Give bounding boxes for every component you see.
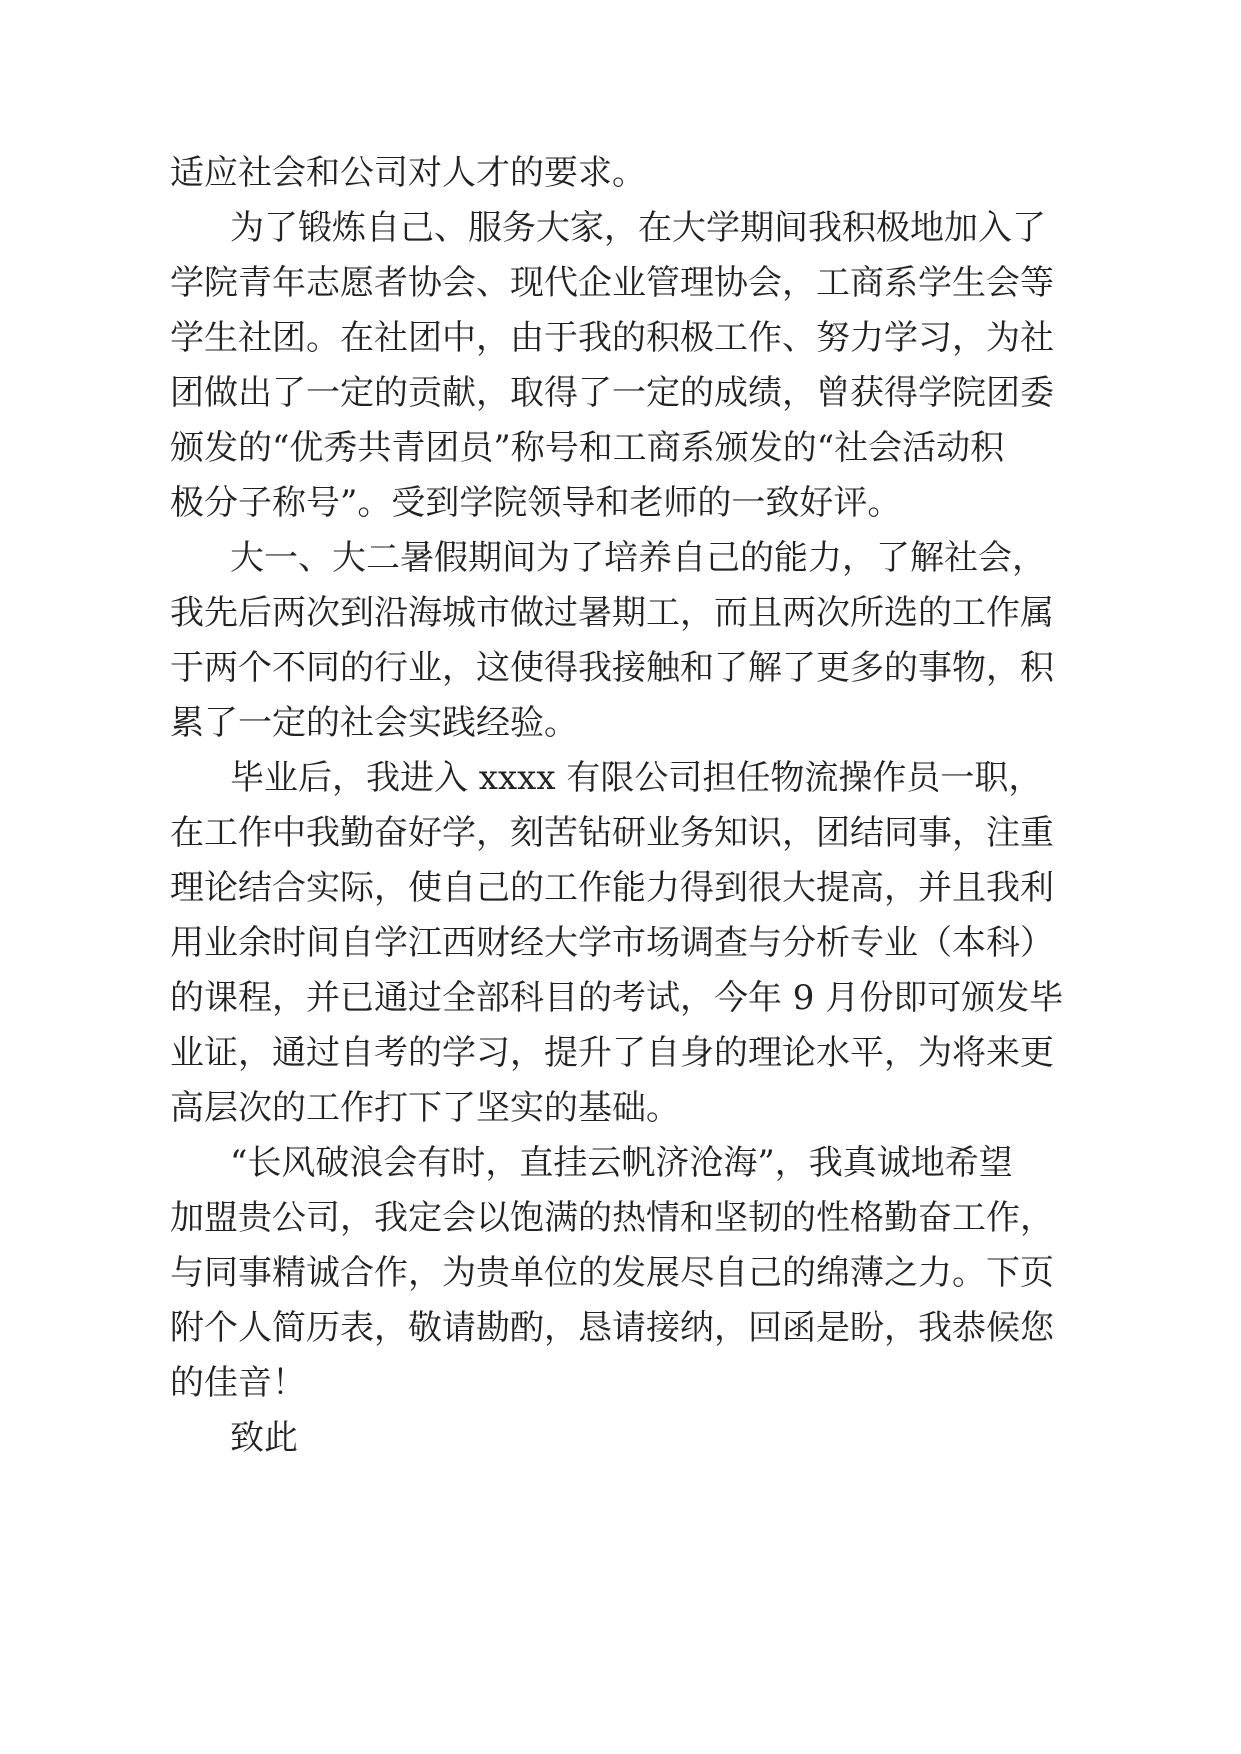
text-line-22: 附个人简历表，敬请勘酌，恳请接纳，回函是盼，我恭候您 [170, 1308, 1054, 1348]
text-line-7: 极分子称号”。受到学院领导和老师的一致好评。 [170, 483, 902, 523]
text-line-6: 颁发的“优秀共青团员”称号和工商系颁发的“社会活动积 [170, 428, 1005, 468]
text-line-9: 我先后两次到沿海城市做过暑期工，而且两次所选的工作属 [170, 593, 1054, 633]
text-line-4: 学生社团。在社团中，由于我的积极工作、努力学习，为社 [170, 318, 1054, 358]
text-line-11: 累了一定的社会实践经验。 [170, 703, 578, 743]
text-line-13: 在工作中我勤奋好学，刻苦钻研业务知识，团结同事，注重 [170, 813, 1054, 853]
text-line-14: 理论结合实际，使自己的工作能力得到很大提高，并且我利 [170, 868, 1054, 908]
text-line-17: 业证，通过自考的学习，提升了自身的理论水平，为将来更 [170, 1033, 1054, 1073]
text-line-1: 适应社会和公司对人才的要求。 [170, 153, 646, 193]
text-line-19: “长风破浪会有时，直挂云帆济沧海”，我真诚地希望 [230, 1143, 1013, 1183]
text-line-10: 于两个不同的行业，这使得我接触和了解了更多的事物，积 [170, 648, 1054, 688]
text-line-2: 为了锻炼自己、服务大家，在大学期间我积极地加入了 [230, 208, 1046, 248]
text-line-8: 大一、大二暑假期间为了培养自己的能力，了解社会， [230, 538, 1046, 578]
text-line-16: 的课程，并已通过全部科目的考试，今年 9 月份即可颁发毕 [170, 978, 1064, 1018]
text-line-20: 加盟贵公司，我定会以饱满的热情和坚韧的性格勤奋工作， [170, 1198, 1054, 1238]
document-page [170, 150, 1064, 1650]
text-line-18: 高层次的工作打下了坚实的基础。 [170, 1088, 680, 1128]
closing-text: 致此 [230, 1418, 298, 1458]
text-line-3: 学院青年志愿者协会、现代企业管理协会，工商系学生会等 [170, 263, 1054, 303]
text-line-12: 毕业后，我进入 xxxx 有限公司担任物流操作员一职， [230, 758, 1043, 798]
text-line-21: 与同事精诚合作，为贵单位的发展尽自己的绵薄之力。下页 [170, 1253, 1054, 1293]
text-line-23: 的佳音！ [170, 1363, 306, 1403]
text-line-15: 用业余时间自学江西财经大学市场调查与分析专业（本科） [170, 923, 1054, 963]
text-line-5: 团做出了一定的贡献，取得了一定的成绩，曾获得学院团委 [170, 373, 1054, 413]
